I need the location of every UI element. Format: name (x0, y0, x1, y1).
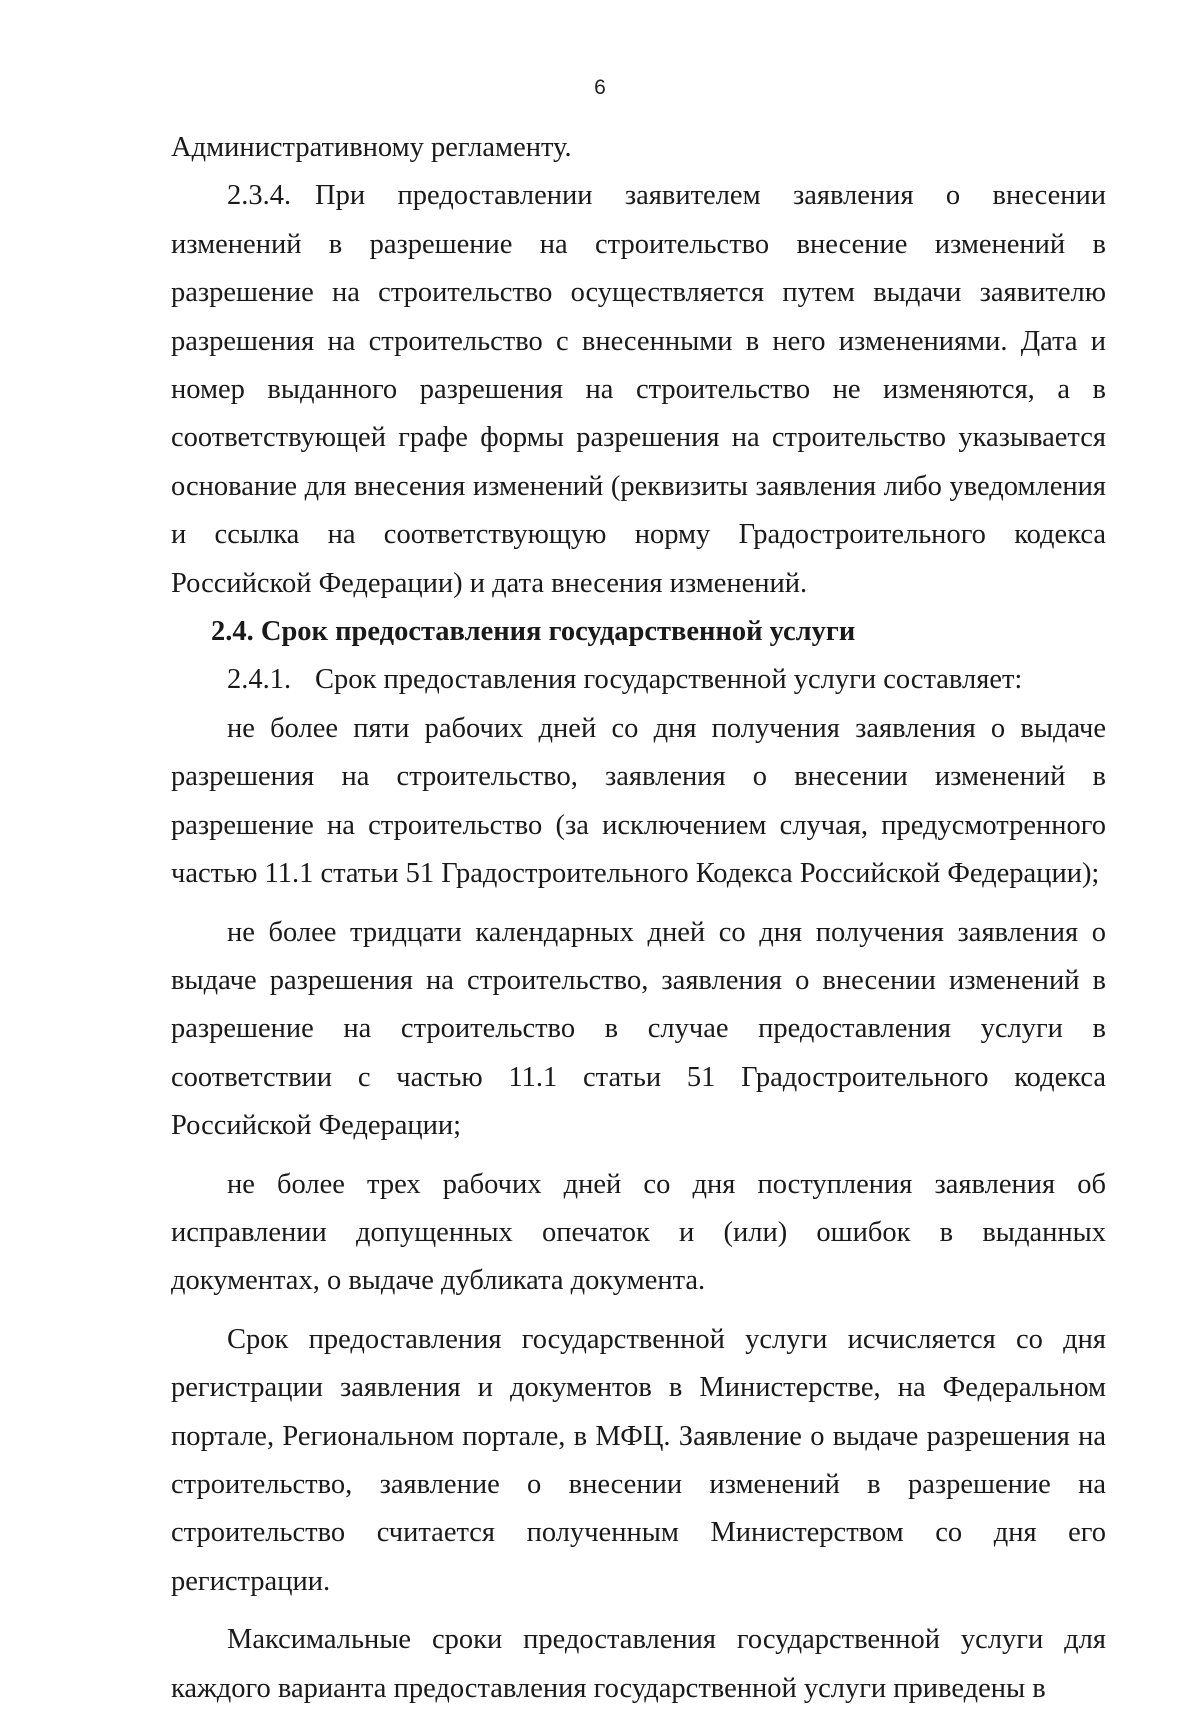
paragraph-continuation: Административному регламенту. (171, 132, 572, 163)
term-item: не более тридцати календарных дней со дня получения заявления о выдаче разрешения на строительство, заявления о внесении изменений в разрешение на строительство в случае предоставления услуги в соответствии с частью 11.1 статьи 51 Градостроительного кодекса Российской Федерации; (171, 916, 1106, 1142)
clause-2-3-4 (171, 172, 1106, 608)
section-heading: 2.4. Срок предоставления государственной услуги (211, 616, 856, 648)
term-item: не более пяти рабочих дней со дня получения заявления о выдаче разрешения на строительство, заявления о внесении изменений в разрешение на строительство (за исключением случая, предусмотренного частью 11.1 статьи 51 Градостроительного Кодекса Российской Федерации); (171, 712, 1106, 890)
clause-text: Срок предоставления государственной услуги составляет: (315, 664, 1023, 696)
document-body (171, 124, 1106, 1713)
clause-text: При предоставлении заявителем заявления о внесении изменений в разрешение на строительство внесение изменений в разрешение на строительство осуществляется путем выдачи заявителю разрешения на строительство с внесенными в него изменениями. Дата и номер выданного разрешения на строительство не изменяются, а в соответствующей графе формы разрешения на строительство указывается основание для внесения изменений (реквизиты заявления либо уведомления и ссылка на соответствующую норму Градостроительного кодекса Российской Федерации) и дата внесения изменений. (171, 180, 1106, 599)
clause-2-4-1 (171, 656, 1106, 704)
clause-number: 2.4.1. (227, 664, 292, 696)
clause-number: 2.3.4. (227, 180, 292, 212)
term-item: не более трех рабочих дней со дня поступления заявления об исправлении допущенных опечаток и (или) ошибок в выданных документах, о выдаче дубликата документа. (171, 1168, 1106, 1297)
page-number: 6 (594, 76, 606, 99)
paragraph-term-start: Срок предоставления государственной услуги исчисляется со дня регистрации заявления и документов в Министерстве, на Федеральном портале, Региональном портале, в МФЦ. Заявление о выдаче разрешения на строительство, заявление о внесении изменений в разрешение на строительство считается полученным Министерством со дня его регистрации. (171, 1323, 1106, 1597)
paragraph-max-terms: Максимальные сроки предоставления государственной услуги для каждого варианта предоставления государственной услуги приведены в (171, 1624, 1106, 1704)
